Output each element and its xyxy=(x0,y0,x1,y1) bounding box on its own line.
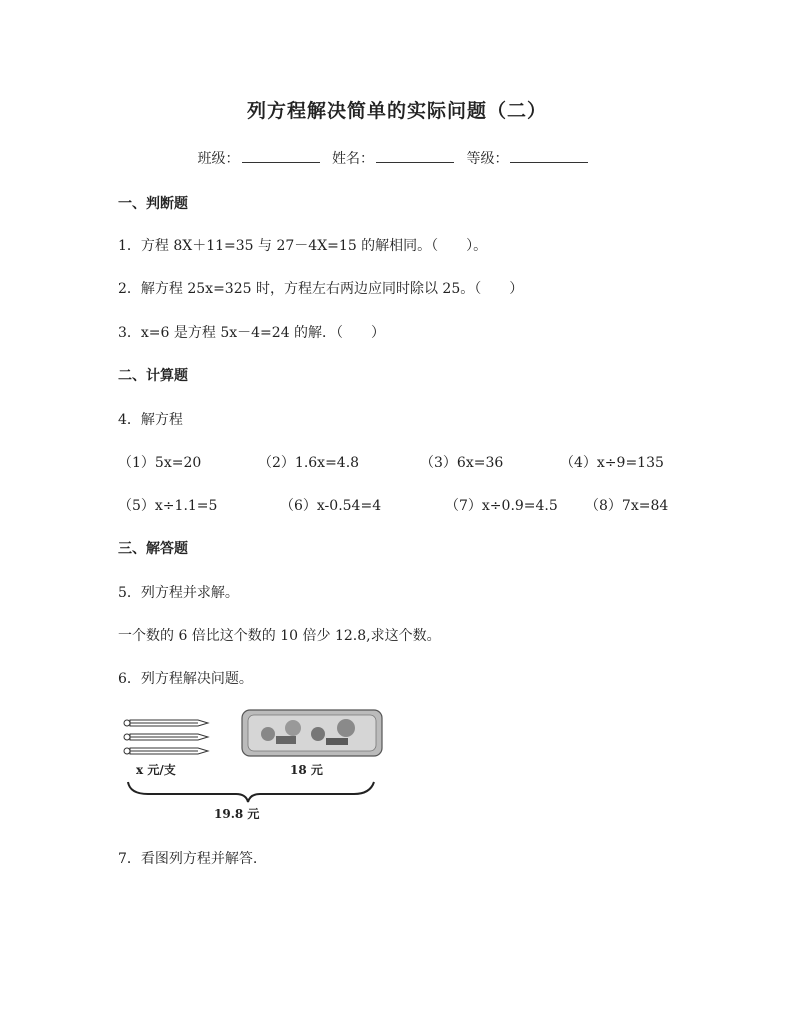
grade-label: 等级： xyxy=(466,151,509,167)
equation-item: （6）x-0.54=4 xyxy=(280,498,382,514)
question-6: 6．列方程解决问题。 xyxy=(118,671,253,687)
class-blank[interactable] xyxy=(242,150,320,163)
name-blank[interactable] xyxy=(376,150,454,163)
question-1: 1．方程 8X＋11=35 与 27－4X=15 的解相同。（ ）。 xyxy=(118,238,488,254)
section-answer: 三、解答题 xyxy=(118,541,188,557)
equation-item: （5）x÷1.1=5 xyxy=(118,498,218,514)
pencil-box-icon xyxy=(242,710,382,756)
class-label: 班级： xyxy=(197,151,240,167)
question-7: 7．看图列方程并解答. xyxy=(118,851,258,867)
equation-item: （2）1.6x=4.8 xyxy=(258,455,360,471)
question-5-text: 一个数的 6 倍比这个数的 10 倍少 12.8,求这个数。 xyxy=(118,628,441,644)
pencil-price-label: x 元/支 xyxy=(136,763,176,777)
equation-item: （4）x÷9=135 xyxy=(560,455,664,471)
grade-blank[interactable] xyxy=(510,150,588,163)
equation-item: （1）5x=20 xyxy=(118,455,202,471)
total-price-label: 19.8 元 xyxy=(214,807,260,821)
section-judgement: 一、判断题 xyxy=(118,196,188,212)
question-6-figure xyxy=(118,706,388,826)
section-calculation: 二、计算题 xyxy=(118,368,188,384)
figure-drawing xyxy=(118,706,388,826)
equation-item: （7）x÷0.9=4.5 xyxy=(445,498,558,514)
brace-icon xyxy=(128,782,374,802)
question-5: 5．列方程并求解。 xyxy=(118,585,239,601)
pencil-icon xyxy=(124,720,208,754)
question-3: 3．x=6 是方程 5x－4=24 的解．（ ） xyxy=(118,325,386,341)
equation-item: （3）6x=36 xyxy=(420,455,504,471)
student-info-line xyxy=(0,148,794,168)
question-2: 2．解方程 25x=325 时，方程左右两边应同时除以 25。（ ） xyxy=(118,281,524,297)
equation-item: （8）7x=84 xyxy=(585,498,669,514)
page-title: 列方程解决简单的实际问题（二） xyxy=(246,100,547,122)
box-price-label: 18 元 xyxy=(290,763,323,777)
name-label: 姓名： xyxy=(332,151,374,167)
question-4: 4．解方程 xyxy=(118,412,183,428)
